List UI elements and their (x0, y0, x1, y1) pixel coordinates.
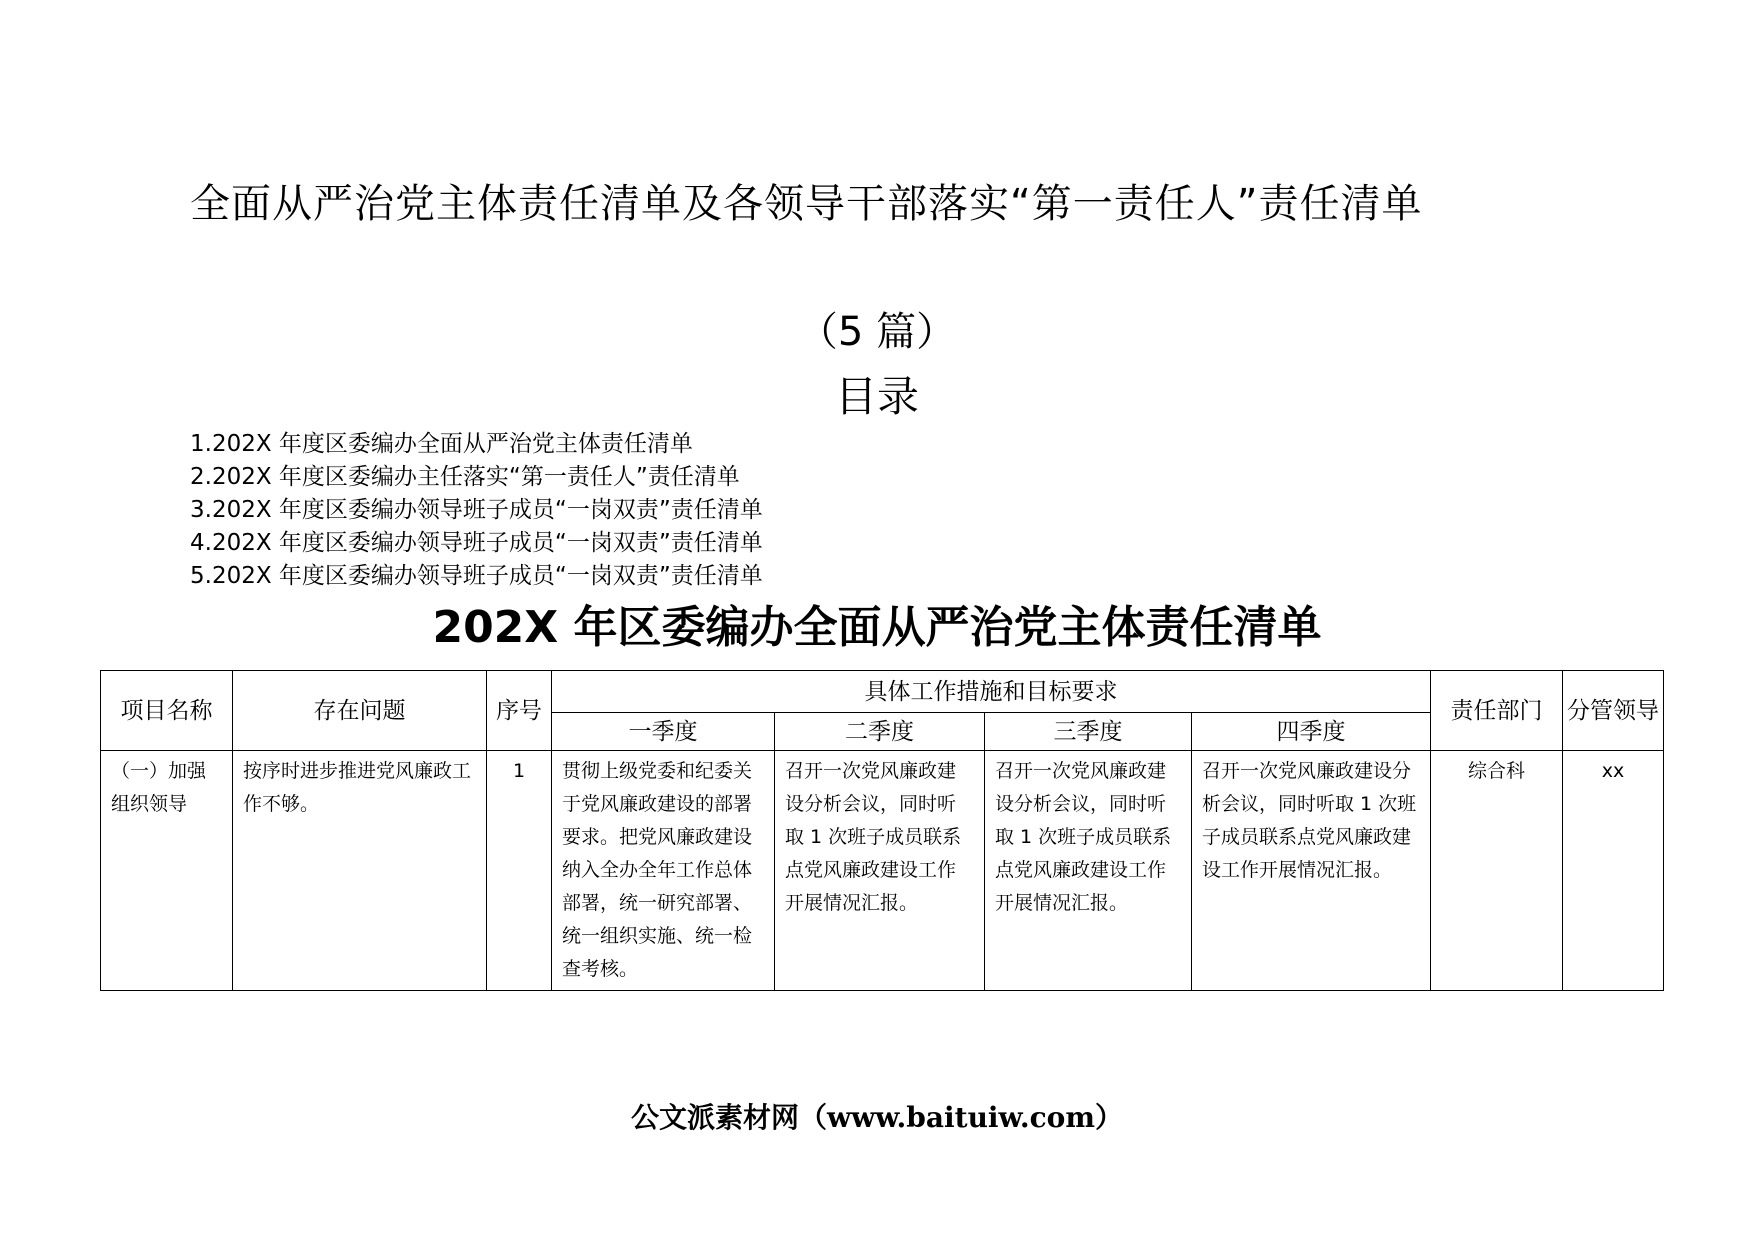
toc-item: 2.202X 年度区委编办主任落实“第一责任人”责任清单 (190, 464, 740, 490)
header-q1: 一季度 (552, 713, 775, 751)
cell-leader: xx (1563, 751, 1664, 991)
header-q2: 二季度 (775, 713, 985, 751)
header-item-name: 项目名称 (101, 671, 233, 751)
cell-seq: 1 (487, 751, 552, 991)
table-row (101, 751, 1664, 991)
toc-heading: 目录 (834, 372, 919, 421)
toc-item: 5.202X 年度区委编办领导班子成员“一岗双责”责任清单 (190, 563, 763, 589)
header-problem: 存在问题 (233, 671, 487, 751)
cell-q4: 召开一次党风廉政建设分析会议，同时听取 1 次班子成员联系点党风廉政建设工作开展情况汇报。 (1192, 751, 1431, 991)
header-seq: 序号 (487, 671, 552, 751)
cell-problem: 按序时进步推进党风廉政工作不够。 (233, 751, 487, 991)
toc-item: 1.202X 年度区委编办全面从严治党主体责任清单 (190, 431, 693, 457)
header-leader: 分管领导 (1563, 671, 1664, 751)
cell-q1: 贯彻上级党委和纪委关于党风廉政建设的部署要求。把党风廉政建设纳入全办全年工作总体部署，统一研究部署、统一组织实施、统一检查考核。 (552, 751, 775, 991)
cell-dept: 综合科 (1431, 751, 1563, 991)
cell-q3: 召开一次党风廉政建设分析会议，同时听取 1 次班子成员联系点党风廉政建设工作开展情况汇报。 (985, 751, 1192, 991)
header-q4: 四季度 (1192, 713, 1431, 751)
header-dept: 责任部门 (1431, 671, 1563, 751)
cell-q2: 召开一次党风廉政建设分析会议，同时听取 1 次班子成员联系点党风廉政建设工作开展情况汇报。 (775, 751, 985, 991)
header-q3: 三季度 (985, 713, 1192, 751)
toc-item: 3.202X 年度区委编办领导班子成员“一岗双责”责任清单 (190, 497, 763, 523)
header-measures: 具体工作措施和目标要求 (552, 671, 1431, 713)
cell-item: （一）加强组织领导 (101, 751, 233, 991)
footer-watermark: 公文派素材网（www.baituiw.com） (631, 1101, 1123, 1134)
document-subtitle: （5 篇） (797, 309, 957, 355)
responsibility-table (100, 670, 1664, 991)
section-title: 202X 年区委编办全面从严治党主体责任清单 (432, 602, 1322, 653)
toc-item: 4.202X 年度区委编办领导班子成员“一岗双责”责任清单 (190, 530, 763, 556)
table-of-contents (190, 428, 1090, 593)
document-title: 全面从严治党主体责任清单及各领导干部落实“第一责任人”责任清单 (190, 181, 1423, 227)
